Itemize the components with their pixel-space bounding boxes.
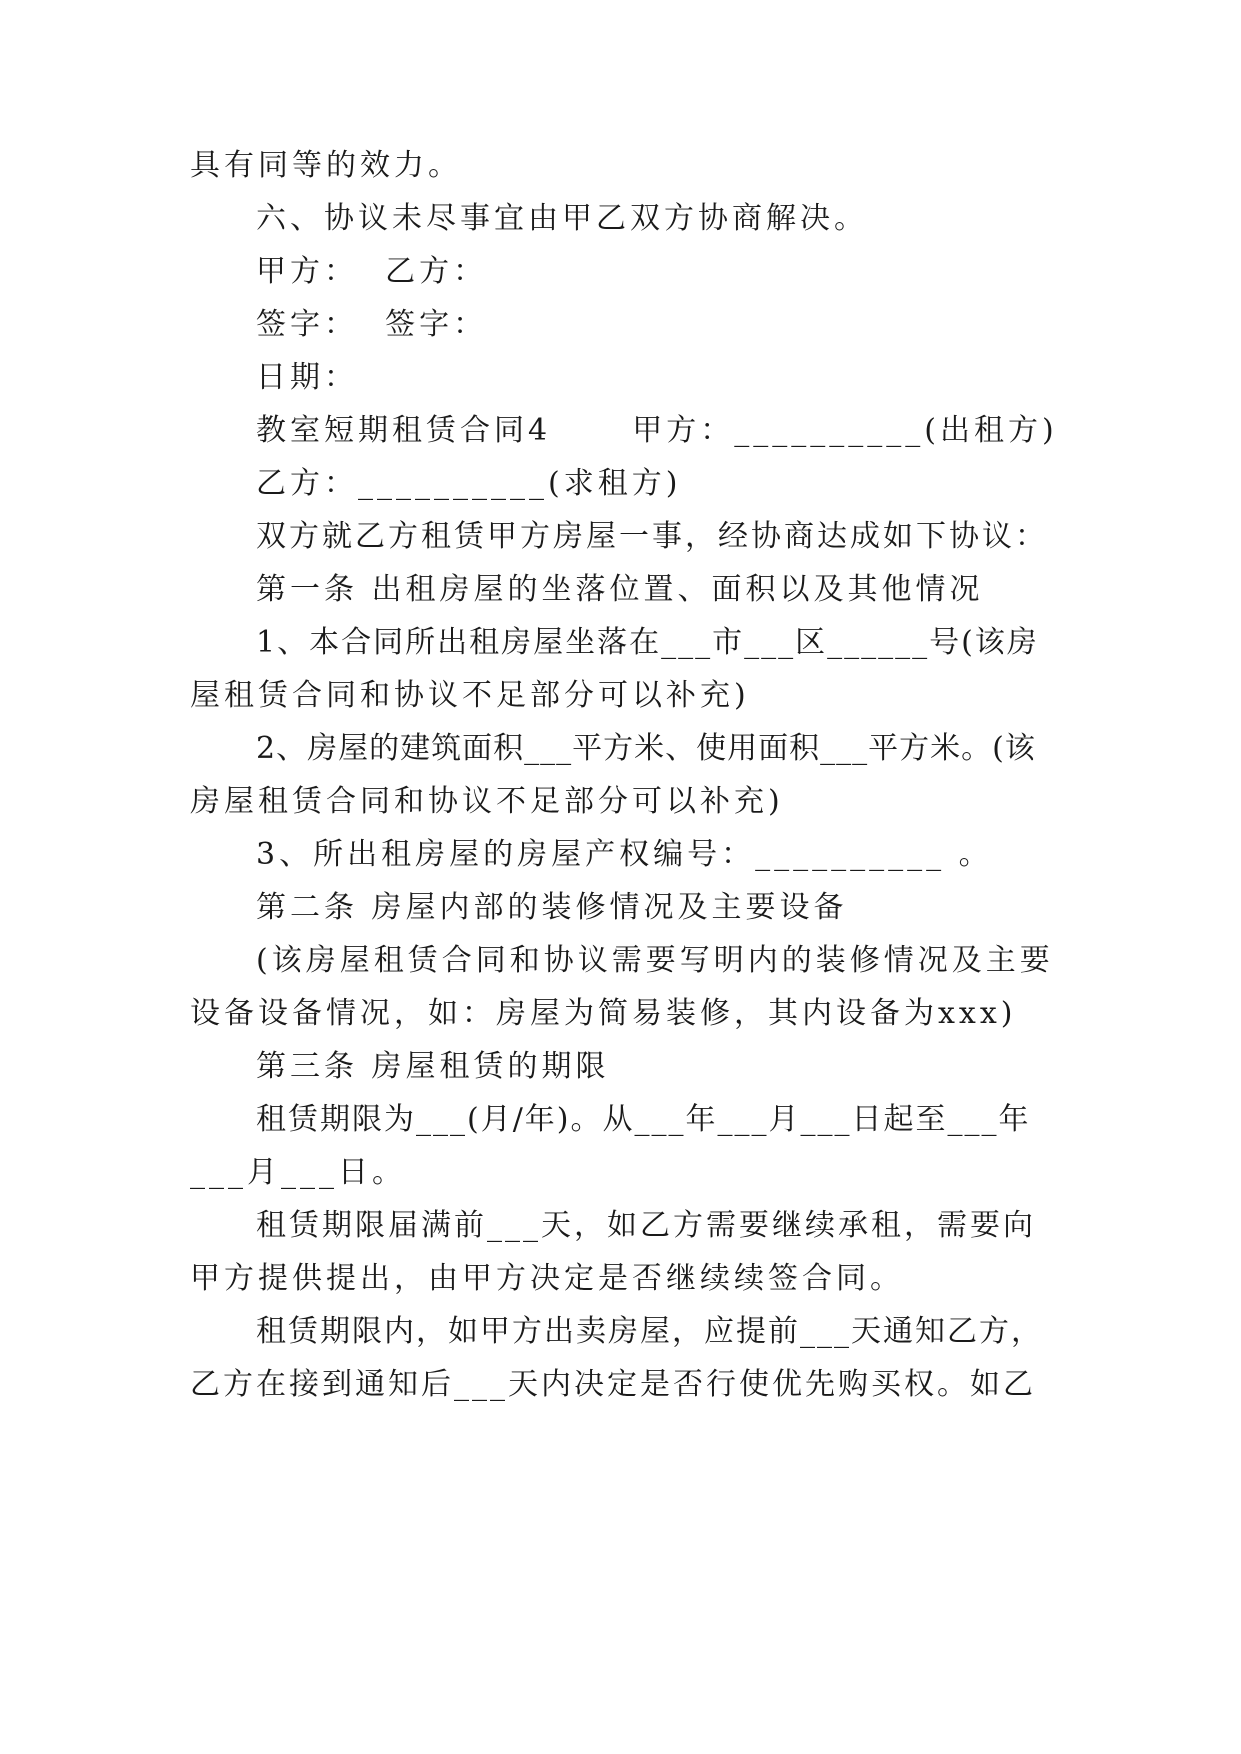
paragraph-line: 第三条 房屋租赁的期限 <box>256 1049 610 1084</box>
paragraph-line: 租赁期限内，如甲方出卖房屋，应提前___天通知乙方， <box>256 1314 1043 1349</box>
paragraph-line: (该房屋租赁合同和协议需要写明内的装修情况及主要 <box>256 943 1054 978</box>
paragraph-line: 1、本合同所出租房屋坐落在___市___区______号(该房 <box>256 625 1039 660</box>
paragraph-line: 房屋租赁合同和协议不足部分可以补充) <box>190 784 784 819</box>
paragraph-line: 六、协议未尽事宜由甲乙双方协商解决。 <box>256 201 868 236</box>
paragraph-line: 具有同等的效力。 <box>190 148 462 183</box>
paragraph-line: 2、房屋的建筑面积___平方米、使用面积___平方米。(该 <box>256 731 1036 766</box>
paragraph-line: 第一条 出租房屋的坐落位置、面积以及其他情况 <box>256 572 984 607</box>
paragraph-line: 3、所出租房屋的房屋产权编号：__________ 。 <box>256 837 993 872</box>
paragraph-line: 日期： <box>256 360 358 395</box>
paragraph-line: 双方就乙方租赁甲方房屋一事，经协商达成如下协议： <box>256 519 1048 554</box>
paragraph-line: ___月___日。 <box>190 1155 406 1190</box>
paragraph-line: 乙方：__________(求租方) <box>256 466 682 501</box>
paragraph-line: 签字： 签字： <box>256 307 488 342</box>
paragraph-line: 屋租赁合同和协议不足部分可以补充) <box>190 678 750 713</box>
paragraph-line: 甲方： 乙方： <box>256 254 488 289</box>
paragraph-line: 第二条 房屋内部的装修情况及主要设备 <box>256 890 848 925</box>
paragraph-line: 教室短期租赁合同4 甲方：__________(出租方) <box>256 413 1058 448</box>
paragraph-line: 设备设备情况，如：房屋为简易装修，其内设备为xxx) <box>190 996 1017 1031</box>
paragraph-line: 租赁期限为___(月/年)。从___年___月___日起至___年 <box>256 1102 1031 1137</box>
paragraph-line: 甲方提供提出，由甲方决定是否继续续签合同。 <box>190 1261 904 1296</box>
paragraph-line: 乙方在接到通知后___天内决定是否行使优先购买权。如乙 <box>190 1367 1036 1402</box>
paragraph-line: 租赁期限届满前___天，如乙方需要继续承租，需要向 <box>256 1208 1036 1243</box>
